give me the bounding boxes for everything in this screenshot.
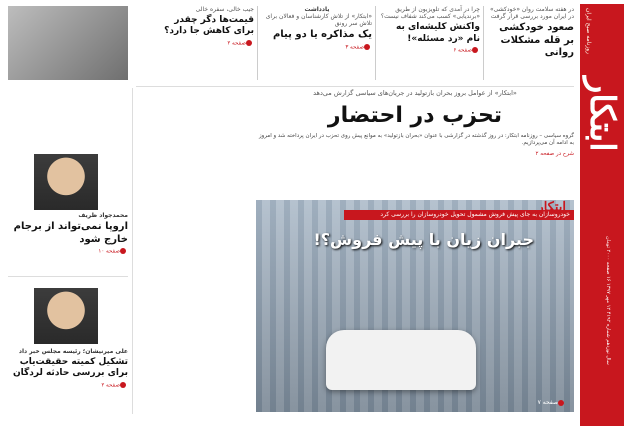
left-story-2-link[interactable]: صفحه ۲	[101, 382, 120, 388]
column-divider	[257, 6, 258, 80]
column-divider	[483, 6, 484, 80]
page-marker-icon	[120, 382, 126, 388]
top-story-2-headline: واکنش کلیشه‌ای به نام «رد مسئله»!	[396, 22, 480, 44]
top-story-3-headline: یک مذاکره یا دو پیام	[272, 29, 372, 41]
photo-logo: ابتکار	[537, 200, 566, 215]
photo-headline: جبران زیان با پیش فروش؟!	[313, 230, 534, 249]
left-story-2-headline: تشکیل کمیته حقیقت‌یاب برای بررسی حادثه لردگان	[12, 357, 128, 379]
left-story-1-headline: اروپا نمی‌تواند از برجام خارج شود	[13, 221, 128, 245]
photo-link-label[interactable]: صفحه ۷	[537, 399, 558, 406]
masthead-logo: ابتکار	[582, 76, 622, 152]
lead-body: گروه سیاسی – روزنامه ابتکار: در روز گذشته در گزارشی با عنوان «بحران بازتولید» به موانع پیش روی تحزب در ایران پرداخته شد و امروز به ادامه آن می‌پردازیم.	[258, 133, 574, 147]
newspaper-page	[6, 4, 624, 426]
divider	[136, 86, 574, 87]
left-story-1-name: محمدجواد ظریف	[78, 212, 128, 219]
left-story-2[interactable]	[8, 348, 128, 388]
page-marker-icon	[364, 44, 370, 50]
masthead-subtitle: روزنامه صبح ایران	[585, 8, 592, 54]
column-divider	[375, 6, 376, 80]
page-marker-icon	[472, 47, 478, 53]
column-divider	[132, 88, 133, 414]
photo-link[interactable]	[538, 399, 566, 406]
car-image	[326, 330, 476, 390]
top-story-3-kicker: «ابتکار» از تلاش کارشناسان و فعالان برای تلاش سر رونق	[265, 13, 372, 28]
masthead	[580, 4, 624, 426]
top-story-2[interactable]	[380, 6, 480, 84]
lead-headline: تحزب در احتضار	[327, 102, 503, 128]
top-label: یادداشت	[304, 6, 330, 13]
top-story-4-kicker: جیب خالی، سفره خالی	[195, 6, 254, 13]
left-story-1[interactable]	[8, 212, 128, 255]
top-story-3[interactable]	[262, 6, 372, 84]
page-marker-icon	[558, 400, 564, 406]
photo-subhead: خودروسازان به جای پیش فروش مشمول تحویل خودروسازان را بررسی کرد	[344, 210, 574, 220]
lead-kicker: «ابتکار» از عوامل بروز بحران بازتولید در جریان‌های سیاسی گزارش می‌دهد	[313, 89, 517, 97]
top-story-4[interactable]	[154, 6, 254, 84]
left-story-1-link[interactable]: صفحه ۱۰	[98, 248, 120, 255]
top-story-2-kicker: چرا در آمدی که تلویزیون از طریق «برندیابی» کسب می‌کند شفاف نیست؟	[380, 6, 480, 21]
lead-story[interactable]	[256, 90, 574, 190]
top-story-4-headline: قیمت‌ها دگر چقدر برای کاهش جا دارد؟	[164, 15, 254, 37]
page-marker-icon	[120, 248, 126, 254]
top-left-photo	[8, 6, 128, 80]
top-story-4-link[interactable]: صفحه ۲	[227, 40, 246, 47]
zarif-portrait	[34, 154, 98, 210]
masthead-issue-info: سال نوزدهم شماره ۴۱۹۲ ۱۲ مهر ۱۳۹۷ ۱۶ صفحه ۲۰۰۰ تومان	[605, 236, 611, 365]
divider	[8, 276, 128, 277]
top-story-1-kicker: در هفته سلامت روان «خودکشی» در ایران مورد بررسی قرار گرفت	[489, 6, 574, 21]
left-story-2-name: علی میرنیشان؛ رئیسه مجلس خبر داد	[18, 348, 128, 355]
top-story-3-link[interactable]: صفحه ۳	[345, 44, 364, 51]
lead-more-link[interactable]: شرح در صفحه ۲	[535, 150, 574, 157]
top-story-1[interactable]	[488, 6, 574, 84]
top-story-1-headline: صعود خودکشی بر قله مشکلات روانی	[499, 22, 574, 59]
factory-photo	[256, 200, 574, 412]
official-portrait	[34, 288, 98, 344]
top-story-2-link[interactable]: صفحه ۶	[453, 47, 472, 54]
page-marker-icon	[246, 40, 252, 46]
